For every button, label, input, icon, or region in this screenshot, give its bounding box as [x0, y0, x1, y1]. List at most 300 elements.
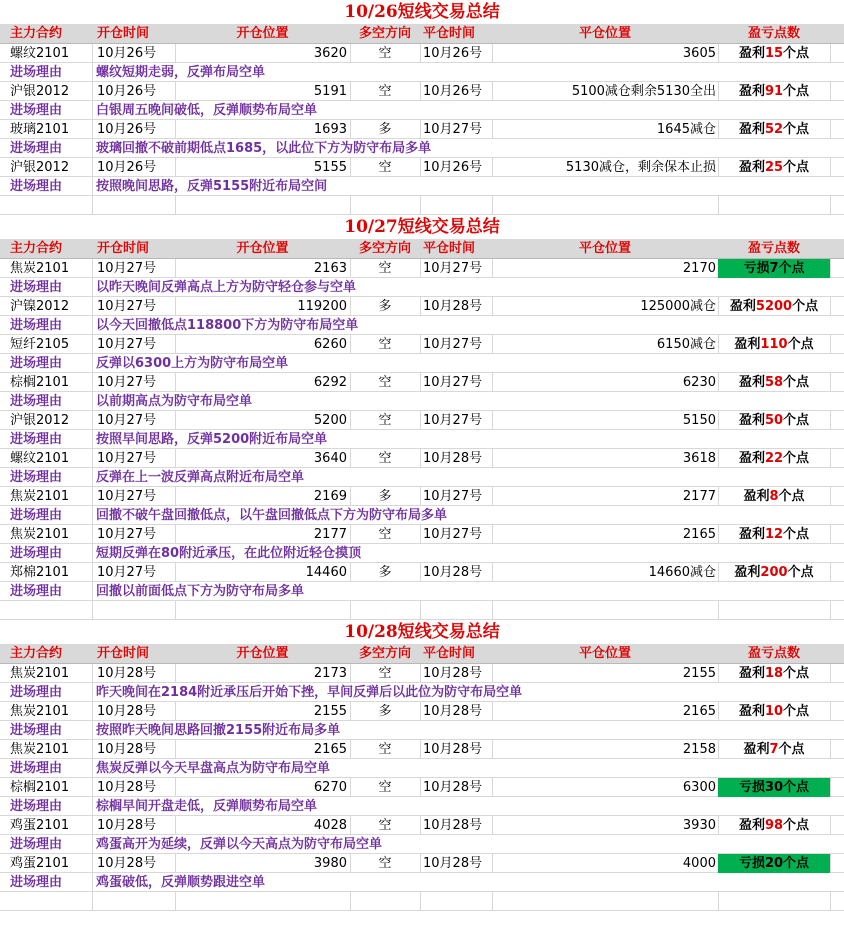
- column-header-pnl: 盈亏点数: [747, 646, 800, 661]
- open-time-cell: 10月27号: [97, 261, 157, 276]
- column-header-contract: 主力合约: [10, 26, 63, 41]
- close-time-cell: 10月28号: [423, 299, 483, 314]
- open-price-cell: 6260: [313, 337, 347, 352]
- trade-row[interactable]: [0, 525, 844, 544]
- open-time-cell: 10月28号: [97, 704, 157, 719]
- close-price-cell: 5150: [682, 413, 716, 428]
- cell-divider: [830, 778, 831, 797]
- cell-divider: [92, 873, 93, 892]
- profit-cell: [718, 411, 830, 430]
- pnl-label: 盈利: [738, 84, 765, 99]
- direction-cell: 空: [378, 818, 392, 833]
- close-time-cell: 10月28号: [423, 818, 483, 833]
- open-time-cell: 10月28号: [97, 666, 157, 681]
- pnl-unit: 个点: [783, 527, 810, 542]
- pnl-label: 盈利: [734, 565, 761, 580]
- cell-divider: [830, 297, 831, 316]
- column-header-direction: 多空方向: [358, 26, 411, 41]
- reason-label: 进场理由: [10, 508, 63, 523]
- pnl-unit: 个点: [783, 451, 810, 466]
- reason-row: [0, 468, 844, 487]
- reason-text: 反弹在上一波反弹高点附近布局空单: [96, 470, 305, 485]
- column-header-close-price: 平仓位置: [578, 646, 631, 661]
- cell-divider: [92, 892, 93, 911]
- cell-divider: [92, 721, 93, 740]
- contract-cell: 螺纹2101: [10, 46, 70, 61]
- open-time-cell: 10月27号: [97, 375, 157, 390]
- trade-row[interactable]: [0, 44, 844, 63]
- cell-divider: [830, 892, 831, 911]
- cell-divider: [830, 335, 831, 354]
- column-header-close-price: 平仓位置: [578, 241, 631, 256]
- pnl-unit: 个点: [787, 565, 814, 580]
- pnl-label: 盈利: [738, 375, 765, 390]
- open-time-cell: 10月26号: [97, 46, 157, 61]
- pnl-label: 盈利: [734, 337, 761, 352]
- close-price-cell: 6150减仓: [656, 337, 716, 352]
- cell-divider: [830, 373, 831, 392]
- reason-text: 按照晚间思路，反弹5155附近布局空间: [96, 179, 328, 194]
- reason-text: 以昨天晚间反弹高点上方为防守轻仓参与空单: [96, 280, 357, 295]
- pnl-label: 盈利: [743, 489, 770, 504]
- close-price-cell: 6300: [682, 780, 716, 795]
- reason-text: 回撤以前面低点下方为防守布局多单: [96, 584, 305, 599]
- contract-cell: 鸡蛋2101: [10, 818, 70, 833]
- cell-divider: [830, 601, 831, 620]
- profit-cell: [718, 44, 830, 63]
- close-price-cell: 2177: [682, 489, 716, 504]
- pnl-unit: 个点: [783, 704, 810, 719]
- column-header-close-time: 平仓时间: [423, 646, 476, 661]
- direction-cell: 多: [378, 122, 392, 137]
- open-time-cell: 10月27号: [97, 565, 157, 580]
- reason-label: 进场理由: [10, 394, 63, 409]
- cell-divider: [830, 196, 831, 215]
- reason-label: 进场理由: [10, 318, 63, 333]
- contract-cell: 沪镍2012: [10, 299, 70, 314]
- reason-text: 玻璃回撤不破前期低点1685，以此位下方为防守布局多单: [96, 141, 432, 156]
- column-header-open-time: 开仓时间: [97, 646, 150, 661]
- cell-divider: [92, 759, 93, 778]
- direction-cell: 空: [378, 261, 392, 276]
- reason-text: 回撤不破午盘回撤低点，以午盘回撤低点下方为防守布局多单: [96, 508, 448, 523]
- cell-divider: [718, 892, 719, 911]
- cell-divider: [350, 892, 351, 911]
- close-price-cell: 1645减仓: [656, 122, 716, 137]
- cell-divider: [830, 24, 831, 43]
- reason-text: 棕榈早间开盘走低，反弹顺势布局空单: [96, 799, 318, 814]
- pnl-unit: 个点: [783, 84, 810, 99]
- pnl-value: 7: [769, 742, 779, 757]
- pnl-label: 盈利: [743, 742, 770, 757]
- cell-divider: [492, 601, 493, 620]
- profit-cell: [718, 563, 830, 582]
- section-title: 10/27短线交易总结: [0, 215, 844, 240]
- pnl-value: 58: [764, 375, 784, 390]
- reason-text: 鸡蛋破低，反弹顺势跟进空单: [96, 875, 266, 890]
- direction-cell: 空: [378, 527, 392, 542]
- empty-row: [0, 892, 844, 911]
- cell-divider: [92, 316, 93, 335]
- reason-row: [0, 683, 844, 702]
- pnl-value: 7: [769, 261, 779, 276]
- column-header-close-time: 平仓时间: [423, 241, 476, 256]
- cell-divider: [92, 139, 93, 158]
- contract-cell: 鸡蛋2101: [10, 856, 70, 871]
- open-price-cell: 5191: [313, 84, 347, 99]
- cell-divider: [92, 392, 93, 411]
- profit-cell: [718, 664, 830, 683]
- trade-row[interactable]: [0, 702, 844, 721]
- cell-divider: [175, 196, 176, 215]
- profit-cell: [718, 449, 830, 468]
- direction-cell: 空: [378, 856, 392, 871]
- pnl-value: 15: [764, 46, 784, 61]
- contract-cell: 棕榈2101: [10, 780, 70, 795]
- open-price-cell: 4028: [313, 818, 347, 833]
- close-price-cell: 2158: [682, 742, 716, 757]
- cell-divider: [92, 177, 93, 196]
- close-price-cell: 4000: [682, 856, 716, 871]
- close-price-cell: 2155: [682, 666, 716, 681]
- reason-row: [0, 759, 844, 778]
- contract-cell: 沪银2012: [10, 160, 70, 175]
- open-time-cell: 10月28号: [97, 780, 157, 795]
- reason-text: 以今天回撤低点118800下方为防守布局空单: [96, 318, 359, 333]
- trade-row[interactable]: [0, 158, 844, 177]
- pnl-label: 盈利: [738, 160, 765, 175]
- reason-row: [0, 582, 844, 601]
- reason-text: 焦炭反弹以今天早盘高点为防守布局空单: [96, 761, 331, 776]
- reason-label: 进场理由: [10, 103, 63, 118]
- pnl-label: 盈利: [738, 666, 765, 681]
- reason-row: [0, 63, 844, 82]
- close-time-cell: 10月28号: [423, 780, 483, 795]
- open-price-cell: 119200: [297, 299, 347, 314]
- pnl-value: 12: [764, 527, 784, 542]
- direction-cell: 空: [378, 337, 392, 352]
- pnl-unit: 个点: [783, 818, 810, 833]
- close-time-cell: 10月28号: [423, 856, 483, 871]
- close-time-cell: 10月27号: [423, 375, 483, 390]
- reason-row: [0, 101, 844, 120]
- reason-text: 反弹以6300上方为防守布局空单: [96, 356, 289, 371]
- close-price-cell: 2165: [682, 527, 716, 542]
- reason-label: 进场理由: [10, 356, 63, 371]
- open-price-cell: 2165: [313, 742, 347, 757]
- reason-label: 进场理由: [10, 685, 63, 700]
- cell-divider: [830, 740, 831, 759]
- pnl-value: 25: [764, 160, 784, 175]
- cell-divider: [92, 196, 93, 215]
- cell-divider: [92, 544, 93, 563]
- open-time-cell: 10月27号: [97, 451, 157, 466]
- close-price-cell: 6230: [682, 375, 716, 390]
- trade-row[interactable]: [0, 778, 844, 797]
- pnl-value: 110: [760, 337, 788, 352]
- direction-cell: 多: [378, 299, 392, 314]
- profit-cell: [718, 297, 830, 316]
- profit-cell: [718, 335, 830, 354]
- reason-label: 进场理由: [10, 723, 63, 738]
- direction-cell: 空: [378, 666, 392, 681]
- cell-divider: [92, 835, 93, 854]
- contract-cell: 焦炭2101: [10, 704, 70, 719]
- section-title: 10/28短线交易总结: [0, 620, 844, 645]
- open-time-cell: 10月26号: [97, 84, 157, 99]
- pnl-value: 30: [764, 780, 784, 795]
- close-time-cell: 10月28号: [423, 704, 483, 719]
- reason-label: 进场理由: [10, 875, 63, 890]
- cell-divider: [92, 278, 93, 297]
- pnl-unit: 个点: [783, 413, 810, 428]
- pnl-unit: 个点: [783, 160, 810, 175]
- cell-divider: [830, 816, 831, 835]
- reason-row: [0, 544, 844, 563]
- pnl-label: 盈利: [738, 704, 765, 719]
- column-header-contract: 主力合约: [10, 241, 63, 256]
- column-header-direction: 多空方向: [358, 241, 411, 256]
- pnl-unit: 个点: [787, 337, 814, 352]
- profit-cell: [718, 816, 830, 835]
- open-price-cell: 2169: [313, 489, 347, 504]
- close-time-cell: 10月27号: [423, 122, 483, 137]
- profit-cell: [718, 702, 830, 721]
- reason-row: [0, 430, 844, 449]
- contract-cell: 焦炭2101: [10, 742, 70, 757]
- pnl-value: 200: [760, 565, 788, 580]
- close-price-cell: 125000减仓: [640, 299, 716, 314]
- open-time-cell: 10月27号: [97, 413, 157, 428]
- cell-divider: [718, 196, 719, 215]
- reason-row: [0, 506, 844, 525]
- contract-cell: 焦炭2101: [10, 666, 70, 681]
- open-price-cell: 3620: [313, 46, 347, 61]
- column-header-pnl: 盈亏点数: [747, 241, 800, 256]
- open-price-cell: 3980: [313, 856, 347, 871]
- header-row: [0, 239, 844, 259]
- contract-cell: 沪银2012: [10, 413, 70, 428]
- reason-row: [0, 278, 844, 297]
- cell-divider: [830, 487, 831, 506]
- cell-divider: [830, 259, 831, 278]
- cell-divider: [718, 601, 719, 620]
- reason-text: 昨天晚间在2184附近承压后开始下挫，早间反弹后以此位为防守布局空单: [96, 685, 523, 700]
- profit-cell: [718, 373, 830, 392]
- loss-cell: [718, 854, 830, 873]
- close-price-cell: 3618: [682, 451, 716, 466]
- cell-divider: [175, 892, 176, 911]
- open-price-cell: 6292: [313, 375, 347, 390]
- cell-divider: [830, 82, 831, 101]
- pnl-label: 盈利: [738, 818, 765, 833]
- cell-divider: [92, 354, 93, 373]
- column-header-close-price: 平仓位置: [578, 26, 631, 41]
- reason-row: [0, 316, 844, 335]
- cell-divider: [420, 601, 421, 620]
- open-time-cell: 10月26号: [97, 122, 157, 137]
- reason-label: 进场理由: [10, 432, 63, 447]
- pnl-unit: 个点: [778, 489, 805, 504]
- cell-divider: [92, 430, 93, 449]
- cell-divider: [830, 44, 831, 63]
- trade-row[interactable]: [0, 449, 844, 468]
- pnl-label: 盈利: [729, 299, 756, 314]
- cell-divider: [830, 449, 831, 468]
- close-time-cell: 10月28号: [423, 565, 483, 580]
- direction-cell: 空: [378, 413, 392, 428]
- pnl-value: 10: [764, 704, 784, 719]
- close-time-cell: 10月27号: [423, 337, 483, 352]
- reason-row: [0, 873, 844, 892]
- cell-divider: [92, 601, 93, 620]
- reason-row: [0, 139, 844, 158]
- pnl-label: 盈利: [738, 527, 765, 542]
- cell-divider: [830, 702, 831, 721]
- header-row: [0, 24, 844, 44]
- reason-text: 按照早间思路，反弹5200附近布局空单: [96, 432, 328, 447]
- trade-row[interactable]: [0, 411, 844, 430]
- cell-divider: [830, 239, 831, 258]
- trade-row[interactable]: [0, 259, 844, 278]
- reason-text: 以前期高点为防守布局空单: [96, 394, 253, 409]
- direction-cell: 空: [378, 780, 392, 795]
- direction-cell: 空: [378, 46, 392, 61]
- reason-label: 进场理由: [10, 280, 63, 295]
- column-header-close-time: 平仓时间: [423, 26, 476, 41]
- direction-cell: 空: [378, 742, 392, 757]
- reason-text: 按照昨天晚间思路回撤2155附近布局多单: [96, 723, 341, 738]
- profit-cell: [718, 120, 830, 139]
- profit-cell: [718, 487, 830, 506]
- loss-cell: [718, 778, 830, 797]
- reason-label: 进场理由: [10, 179, 63, 194]
- column-header-open-price: 开仓位置: [236, 26, 289, 41]
- close-time-cell: 10月26号: [423, 160, 483, 175]
- contract-cell: 螺纹2101: [10, 451, 70, 466]
- close-price-cell: 2170: [682, 261, 716, 276]
- open-price-cell: 3640: [313, 451, 347, 466]
- trade-row[interactable]: [0, 335, 844, 354]
- open-time-cell: 10月28号: [97, 856, 157, 871]
- direction-cell: 空: [378, 84, 392, 99]
- reason-row: [0, 354, 844, 373]
- reason-text: 鸡蛋高开为延续，反弹以今天高点为防守布局空单: [96, 837, 383, 852]
- cell-divider: [350, 196, 351, 215]
- pnl-value: 8: [769, 489, 779, 504]
- cell-divider: [830, 525, 831, 544]
- trade-row[interactable]: [0, 120, 844, 139]
- trade-row[interactable]: [0, 487, 844, 506]
- reason-label: 进场理由: [10, 584, 63, 599]
- pnl-unit: 个点: [783, 780, 810, 795]
- trade-row[interactable]: [0, 297, 844, 316]
- direction-cell: 多: [378, 565, 392, 580]
- pnl-unit: 个点: [792, 299, 819, 314]
- cell-divider: [830, 563, 831, 582]
- reason-text: 白银周五晚间破低，反弹顺势布局空单: [96, 103, 318, 118]
- contract-cell: 焦炭2101: [10, 261, 70, 276]
- cell-divider: [830, 664, 831, 683]
- reason-label: 进场理由: [10, 65, 63, 80]
- close-price-cell: 5100减仓剩余5130全出: [571, 84, 716, 99]
- cell-divider: [492, 196, 493, 215]
- direction-cell: 空: [378, 160, 392, 175]
- contract-cell: 郑棉2101: [10, 565, 70, 580]
- pnl-unit: 个点: [783, 666, 810, 681]
- open-time-cell: 10月26号: [97, 160, 157, 175]
- trade-row[interactable]: [0, 664, 844, 683]
- close-time-cell: 10月27号: [423, 527, 483, 542]
- reason-label: 进场理由: [10, 837, 63, 852]
- pnl-value: 91: [764, 84, 784, 99]
- pnl-value: 50: [764, 413, 784, 428]
- trade-row[interactable]: [0, 563, 844, 582]
- pnl-label: 亏损: [743, 261, 770, 276]
- trade-row[interactable]: [0, 740, 844, 759]
- pnl-value: 18: [764, 666, 784, 681]
- pnl-value: 20: [764, 856, 784, 871]
- pnl-label: 亏损: [738, 780, 765, 795]
- cell-divider: [492, 892, 493, 911]
- pnl-label: 盈利: [738, 413, 765, 428]
- close-price-cell: 3605: [682, 46, 716, 61]
- trade-row[interactable]: [0, 373, 844, 392]
- cell-divider: [350, 601, 351, 620]
- open-time-cell: 10月28号: [97, 818, 157, 833]
- open-price-cell: 5155: [313, 160, 347, 175]
- close-price-cell: 5130减仓，剩余保本止损: [565, 160, 716, 175]
- open-price-cell: 5200: [313, 413, 347, 428]
- profit-cell: [718, 740, 830, 759]
- open-price-cell: 2177: [313, 527, 347, 542]
- profit-cell: [718, 158, 830, 177]
- reason-label: 进场理由: [10, 141, 63, 156]
- trade-row[interactable]: [0, 816, 844, 835]
- reason-label: 进场理由: [10, 799, 63, 814]
- pnl-value: 98: [764, 818, 784, 833]
- column-header-direction: 多空方向: [358, 646, 411, 661]
- pnl-unit: 个点: [783, 375, 810, 390]
- trade-row[interactable]: [0, 82, 844, 101]
- cell-divider: [92, 101, 93, 120]
- cell-divider: [92, 506, 93, 525]
- open-time-cell: 10月27号: [97, 337, 157, 352]
- open-price-cell: 2163: [313, 261, 347, 276]
- reason-row: [0, 721, 844, 740]
- header-row: [0, 644, 844, 664]
- trade-row[interactable]: [0, 854, 844, 873]
- cell-divider: [92, 63, 93, 82]
- reason-row: [0, 392, 844, 411]
- close-time-cell: 10月27号: [423, 489, 483, 504]
- direction-cell: 多: [378, 489, 392, 504]
- column-header-open-time: 开仓时间: [97, 241, 150, 256]
- contract-cell: 短纤2105: [10, 337, 70, 352]
- contract-cell: 玻璃2101: [10, 122, 70, 137]
- direction-cell: 空: [378, 451, 392, 466]
- column-header-pnl: 盈亏点数: [747, 26, 800, 41]
- empty-row: [0, 601, 844, 620]
- cell-divider: [92, 797, 93, 816]
- reason-label: 进场理由: [10, 470, 63, 485]
- pnl-label: 盈利: [738, 122, 765, 137]
- contract-cell: 焦炭2101: [10, 489, 70, 504]
- reason-row: [0, 835, 844, 854]
- close-time-cell: 10月27号: [423, 261, 483, 276]
- cell-divider: [830, 120, 831, 139]
- reason-label: 进场理由: [10, 761, 63, 776]
